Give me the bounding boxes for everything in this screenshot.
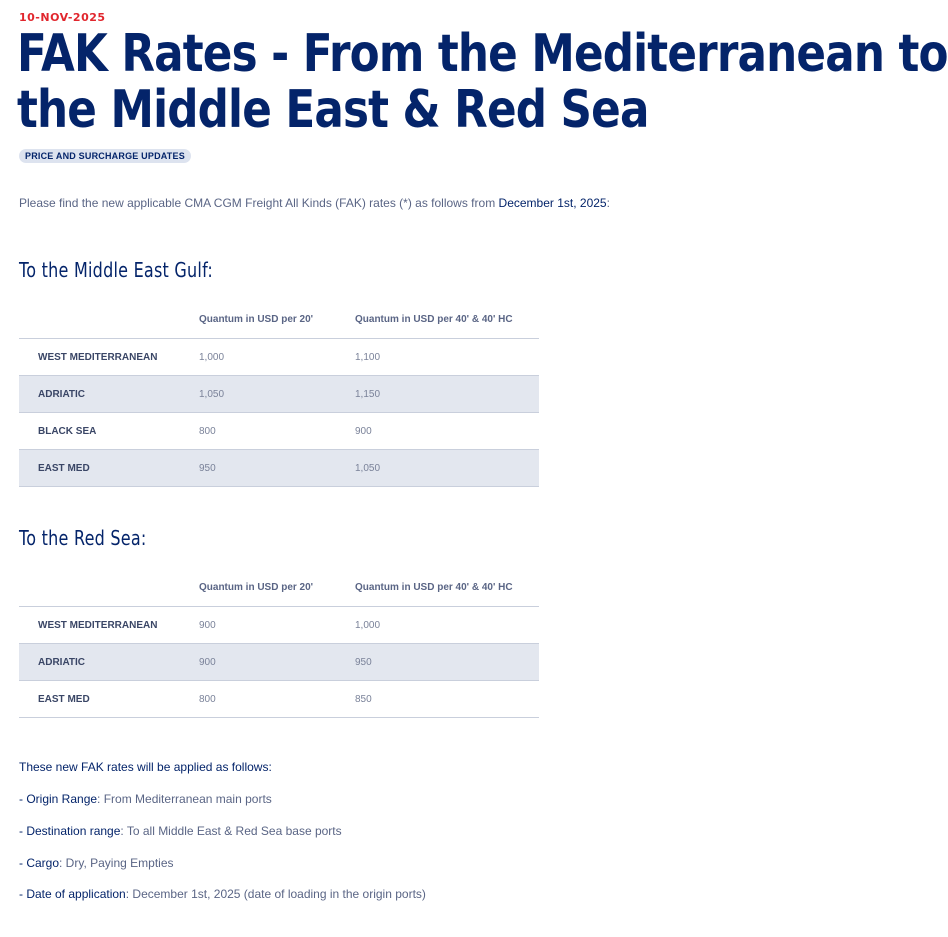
rule-key: - Date of application [19, 887, 126, 901]
gulf-rates-table [19, 301, 539, 487]
region-cell: WEST MEDITERRANEAN [19, 607, 199, 644]
redsea-rates-table [19, 569, 539, 718]
title-line-1: FAK Rates - From the Mediterranean to [17, 24, 948, 84]
region-cell: ADRIATIC [19, 376, 199, 413]
rule-destination-range [19, 824, 342, 838]
rule-value: : Dry, Paying Empties [59, 856, 174, 870]
rate-40-cell: 900 [355, 413, 539, 450]
rate-20-cell: 800 [199, 681, 355, 718]
header-20ft: Quantum in USD per 20' [199, 569, 355, 607]
header-20ft: Quantum in USD per 20' [199, 301, 355, 339]
rate-20-cell: 800 [199, 413, 355, 450]
title-line-2: the Middle East & Red Sea [17, 80, 649, 140]
intro-suffix: : [606, 196, 610, 210]
publication-date: 10-NOV-2025 [19, 11, 106, 24]
page-title [17, 24, 948, 140]
header-40ft: Quantum in USD per 40' & 40' HC [355, 301, 539, 339]
region-cell: EAST MED [19, 450, 199, 487]
rule-origin-range [19, 792, 272, 806]
application-intro: These new FAK rates will be applied as follows: [19, 760, 272, 774]
rate-40-cell: 1,000 [355, 607, 539, 644]
table-row [19, 376, 539, 413]
rule-key: - Origin Range [19, 792, 98, 806]
intro-paragraph [19, 196, 610, 210]
table-row [19, 413, 539, 450]
rule-value: : From Mediterranean main ports [97, 792, 272, 806]
rule-key: - Destination range [19, 824, 121, 838]
gulf-heading: To the Middle East Gulf: [19, 258, 214, 282]
rate-40-cell: 950 [355, 644, 539, 681]
rate-20-cell: 950 [199, 450, 355, 487]
rule-key: - Cargo [19, 856, 60, 870]
rate-20-cell: 1,000 [199, 339, 355, 376]
region-cell: WEST MEDITERRANEAN [19, 339, 199, 376]
redsea-heading: To the Red Sea: [19, 526, 147, 550]
table-header-row [19, 569, 539, 607]
table-row [19, 681, 539, 718]
rate-20-cell: 900 [199, 644, 355, 681]
region-cell: EAST MED [19, 681, 199, 718]
header-region [19, 569, 199, 607]
header-40ft: Quantum in USD per 40' & 40' HC [355, 569, 539, 607]
rule-date-of-application [19, 887, 426, 901]
region-cell: ADRIATIC [19, 644, 199, 681]
table-row [19, 644, 539, 681]
table-row [19, 450, 539, 487]
region-cell: BLACK SEA [19, 413, 199, 450]
rate-40-cell: 850 [355, 681, 539, 718]
rate-20-cell: 1,050 [199, 376, 355, 413]
rate-20-cell: 900 [199, 607, 355, 644]
header-region [19, 301, 199, 339]
table-row [19, 339, 539, 376]
rule-value: : December 1st, 2025 (date of loading in the origin ports) [125, 887, 426, 901]
rate-40-cell: 1,050 [355, 450, 539, 487]
rate-40-cell: 1,150 [355, 376, 539, 413]
table-row [19, 607, 539, 644]
intro-text: Please find the new applicable CMA CGM Freight All Kinds (FAK) rates (*) as follows from [19, 196, 499, 210]
rule-value: : To all Middle East & Red Sea base ports [120, 824, 342, 838]
category-tag[interactable]: PRICE AND SURCHARGE UPDATES [19, 149, 191, 163]
table-header-row [19, 301, 539, 339]
rate-40-cell: 1,100 [355, 339, 539, 376]
intro-effective-date: December 1st, 2025 [498, 196, 607, 210]
rule-cargo [19, 856, 174, 870]
